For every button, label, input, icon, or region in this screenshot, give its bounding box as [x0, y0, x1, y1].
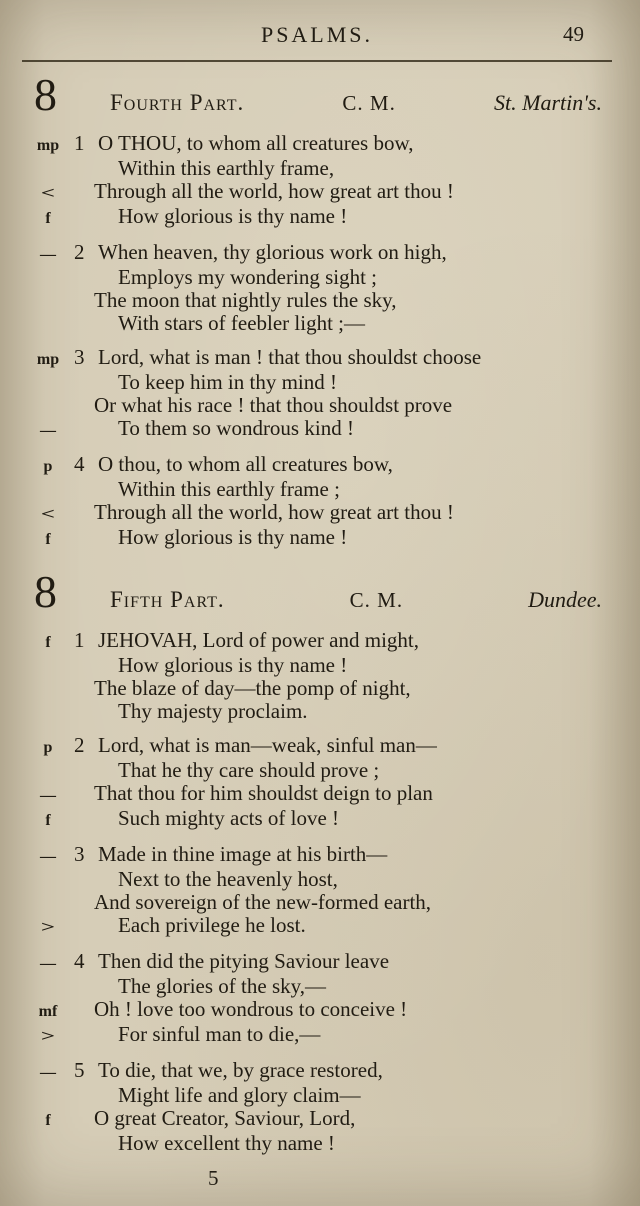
- hymn-header: [22, 566, 612, 617]
- verse-line-text: Might life and glory claim—: [118, 1083, 361, 1107]
- verse: [22, 453, 612, 551]
- verse-line: [22, 526, 612, 551]
- page-header: [22, 20, 612, 56]
- verse-line: [22, 807, 612, 832]
- verse-line-text: O thou, to whom all creatures bow,: [98, 452, 393, 476]
- dash-marking: —: [40, 848, 56, 865]
- verse-line: [22, 205, 612, 230]
- verse-line: [22, 1107, 612, 1132]
- dynamic-marking: f: [45, 1112, 51, 1129]
- verse-line-content: [74, 1023, 320, 1046]
- verse-line-text: For sinful man to die,—: [118, 1022, 321, 1046]
- hymn-tune-label: St. Martin's.: [494, 90, 602, 115]
- hymn-sections: [22, 69, 612, 1155]
- verse-line-content: [74, 266, 377, 289]
- verse-line: [22, 975, 612, 998]
- verse-line-content: [74, 782, 433, 805]
- verse-line-content: [74, 1107, 355, 1130]
- verse-line-content: [74, 132, 414, 155]
- verse-line-content: [74, 700, 308, 723]
- verse-line-text: Within this earthly frame ;: [118, 477, 340, 501]
- verse-line-content: [74, 891, 431, 914]
- hymn-section: [22, 566, 612, 1155]
- verse-line: [22, 417, 612, 442]
- decrescendo-hairpin-icon: >: [40, 919, 56, 936]
- page-title: PSALMS.: [260, 22, 374, 47]
- verse-number: 1: [74, 131, 85, 155]
- verse-line-text: Through all the world, how great art thou !: [94, 500, 454, 524]
- verse-line-content: [74, 417, 354, 440]
- verse: [22, 241, 612, 335]
- hymn-header-labels: [110, 587, 612, 613]
- verse-line-text: The glories of the sky,—: [118, 974, 327, 998]
- verse-line: [22, 132, 612, 157]
- verse: [22, 346, 612, 442]
- verse-line-content: [74, 312, 365, 335]
- verse-line-content: [74, 1084, 361, 1107]
- header-rule: [22, 60, 612, 62]
- hymn-meter-label: C. M.: [349, 588, 404, 612]
- verse: [22, 734, 612, 832]
- verse-line-content: [74, 394, 452, 417]
- verse-line-content: [74, 807, 339, 830]
- verse-line: [22, 950, 612, 975]
- verse-line-content: [74, 289, 397, 312]
- verse: [22, 1059, 612, 1155]
- verse-line: [22, 1084, 612, 1107]
- hymn-number: 8: [34, 566, 57, 617]
- hymn-part-label: Fourth Part.: [110, 90, 245, 115]
- verse-line-content: [74, 998, 407, 1021]
- verse-line-text: And sovereign of the new-formed earth,: [94, 890, 432, 914]
- verse-line-text: Next to the heavenly host,: [118, 867, 338, 891]
- hymn-header-labels: [110, 90, 612, 116]
- verse-line-text: Employs my wondering sight ;: [118, 265, 377, 289]
- verse-line-text: Through all the world, how great art thou !: [94, 179, 454, 203]
- verse-number: 2: [74, 733, 85, 757]
- verse-line: [22, 1132, 612, 1155]
- verse-line-content: [74, 759, 379, 782]
- dash-marking: —: [40, 955, 56, 972]
- verse-number: 2: [74, 240, 85, 264]
- dash-marking: —: [40, 246, 56, 263]
- verse-line-text: With stars of feebler light ;—: [118, 311, 366, 335]
- verse-number: 3: [74, 842, 85, 866]
- verse-line-text: O great Creator, Saviour, Lord,: [94, 1106, 356, 1130]
- page-number: 49: [563, 22, 584, 46]
- verse-line: [22, 654, 612, 677]
- verse-line-content: [74, 629, 419, 652]
- verse-line-text: Lord, what is man—weak, sinful man—: [98, 733, 437, 757]
- verse-line: [22, 734, 612, 759]
- verse-line: [22, 312, 612, 335]
- verse-line-content: [74, 157, 334, 180]
- verse-line-content: [74, 526, 347, 549]
- verse-line: [22, 180, 612, 205]
- verse-line-text: To die, that we, by grace restored,: [98, 1058, 383, 1082]
- dash-marking: —: [40, 787, 56, 804]
- crescendo-hairpin-icon: <: [40, 185, 56, 202]
- hymn-meter-label: C. M.: [342, 91, 396, 115]
- verse-line: [22, 782, 612, 807]
- verse-line-text: How glorious is thy name !: [118, 653, 348, 677]
- dynamic-marking: mp: [36, 137, 60, 154]
- verse-line-content: [74, 654, 347, 677]
- dynamic-marking: f: [45, 812, 51, 829]
- verse-number: 3: [74, 345, 85, 369]
- dynamic-marking: mf: [38, 1003, 58, 1020]
- verse-line-text: Made in thine image at his birth—: [98, 842, 388, 866]
- dynamic-marking: p: [43, 739, 53, 756]
- verse-line: [22, 759, 612, 782]
- page-footer: [22, 1166, 612, 1191]
- verse-line-content: [74, 1132, 335, 1155]
- verse-line-text: How glorious is thy name !: [118, 525, 348, 549]
- verse-number: 1: [74, 628, 85, 652]
- verse-line-text: Thy majesty proclaim.: [118, 699, 308, 723]
- dynamic-marking: f: [45, 210, 51, 227]
- verse-line: [22, 843, 612, 868]
- verse-line: [22, 453, 612, 478]
- verse-line-content: [74, 478, 340, 501]
- verse-line-text: The blaze of day—the pomp of night,: [94, 676, 411, 700]
- hymn-part-label: Fifth Part.: [110, 587, 225, 612]
- verse-line: [22, 241, 612, 266]
- verse-line-content: [74, 205, 347, 228]
- verse-line-text: How excellent thy name !: [118, 1131, 335, 1155]
- verse-line-text: Each privilege he lost.: [118, 913, 306, 937]
- verse: [22, 629, 612, 723]
- verse-line-content: [74, 843, 387, 866]
- verse-number: 4: [74, 452, 85, 476]
- verse-line-text: JEHOVAH, Lord of power and might,: [98, 628, 419, 652]
- verse-line-text: To keep him in thy mind !: [118, 370, 338, 394]
- verse-line-content: [74, 346, 481, 369]
- verse-line-content: [74, 868, 338, 891]
- verse: [22, 950, 612, 1048]
- verse-number: 4: [74, 949, 85, 973]
- verse-line-text: To them so wondrous kind !: [118, 416, 354, 440]
- verse-line: [22, 629, 612, 654]
- verse-line-text: Within this earthly frame,: [118, 156, 335, 180]
- verse-line-content: [74, 950, 389, 973]
- hymn-header: [22, 69, 612, 120]
- crescendo-hairpin-icon: <: [40, 506, 56, 523]
- verse-line-content: [74, 371, 337, 394]
- verse-line-text: Such mighty acts of love !: [118, 806, 340, 830]
- verse-line-content: [74, 1059, 383, 1082]
- dynamic-marking: mp: [36, 351, 60, 368]
- hymn-tune-label: Dundee.: [528, 587, 602, 612]
- verse-line-text: That he thy care should prove ;: [118, 758, 380, 782]
- verse-line: [22, 677, 612, 700]
- verse-line: [22, 1059, 612, 1084]
- verse: [22, 843, 612, 939]
- verse-line-text: Then did the pitying Saviour leave: [98, 949, 390, 973]
- dynamic-marking: p: [43, 458, 53, 475]
- verse-number: 5: [74, 1058, 85, 1082]
- verse-line-text: Oh ! love too wondrous to conceive !: [94, 997, 408, 1021]
- verse-line: [22, 371, 612, 394]
- dash-marking: —: [40, 1064, 56, 1081]
- verse-line-content: [74, 734, 437, 757]
- decrescendo-hairpin-icon: >: [40, 1028, 56, 1045]
- verse-line-text: The moon that nightly rules the sky,: [94, 288, 397, 312]
- hymn-section: [22, 69, 612, 551]
- signature-mark: 5: [208, 1166, 219, 1190]
- verse-line-text: When heaven, thy glorious work on high,: [98, 240, 447, 264]
- verse: [22, 132, 612, 230]
- verse-line: [22, 266, 612, 289]
- verse-line: [22, 501, 612, 526]
- verse-line: [22, 1023, 612, 1048]
- dynamic-marking: f: [45, 531, 51, 548]
- verse-line: [22, 914, 612, 939]
- verse-line: [22, 891, 612, 914]
- verse-line-text: O THOU, to whom all creatures bow,: [98, 131, 414, 155]
- verse-line-content: [74, 501, 454, 524]
- verse-line-text: Or what his race ! that thou shouldst prove: [94, 393, 453, 417]
- verse-line: [22, 289, 612, 312]
- dash-marking: —: [40, 422, 56, 439]
- verse-line-content: [74, 677, 411, 700]
- verse-line-text: How glorious is thy name !: [118, 204, 348, 228]
- dynamic-marking: f: [45, 634, 51, 651]
- verse-line: [22, 157, 612, 180]
- verse-line: [22, 346, 612, 371]
- verse-line-content: [74, 975, 326, 998]
- verse-line: [22, 868, 612, 891]
- verse-line: [22, 998, 612, 1023]
- verse-line-content: [74, 914, 306, 937]
- verse-line-content: [74, 180, 454, 203]
- verse-line-text: That thou for him shouldst deign to plan: [94, 781, 433, 805]
- verse-line: [22, 478, 612, 501]
- verse-line-content: [74, 453, 393, 476]
- verse-line-content: [74, 241, 447, 264]
- verse-line-text: Lord, what is man ! that thou shouldst choose: [98, 345, 482, 369]
- verse-line: [22, 394, 612, 417]
- hymn-number: 8: [34, 69, 57, 120]
- verse-line: [22, 700, 612, 723]
